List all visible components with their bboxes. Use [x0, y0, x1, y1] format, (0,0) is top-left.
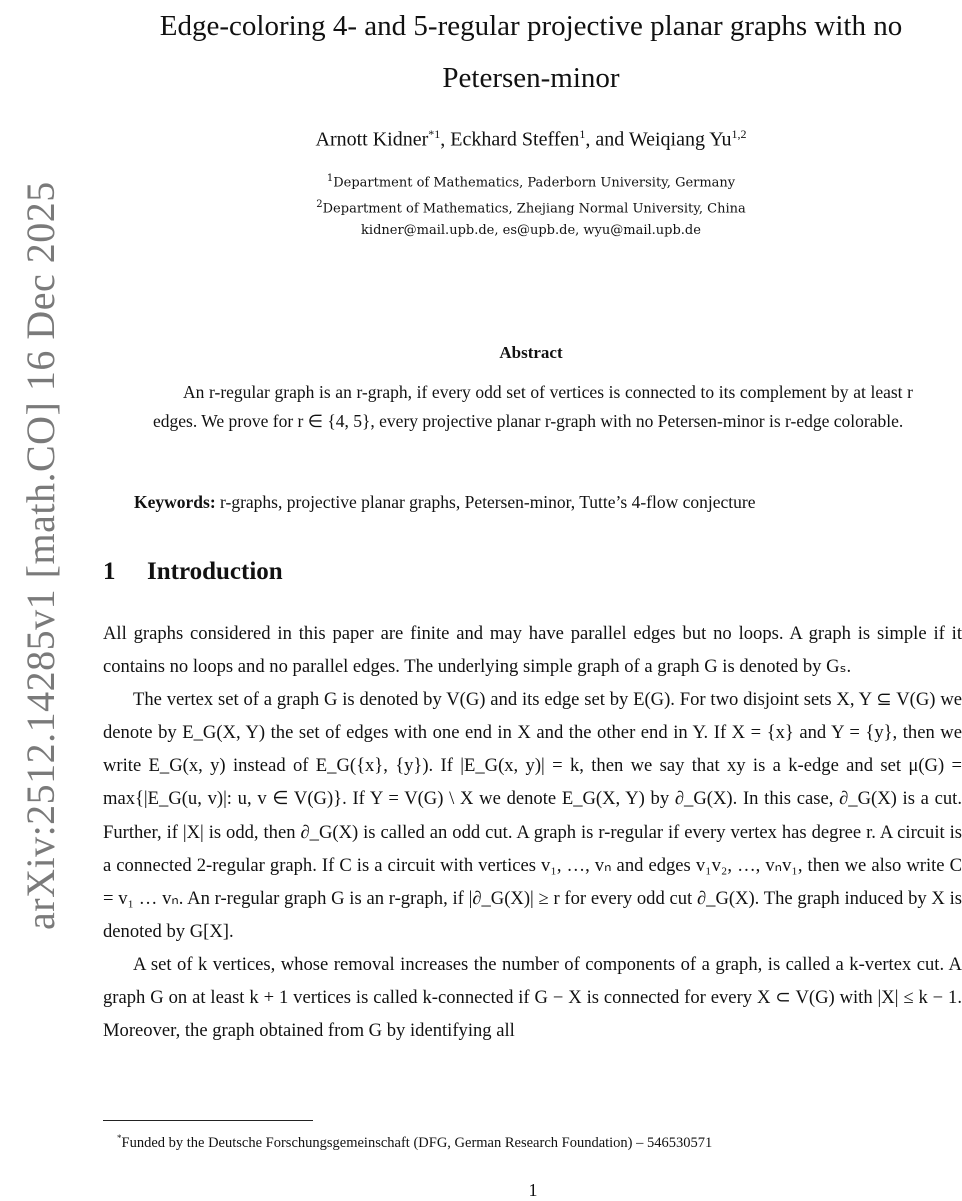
footnote-text: Funded by the Deutsche Forschungsgemeinschaft (DFG, German Research Foundation) – 546530571: [121, 1134, 713, 1151]
paragraph: The vertex set of a graph G is denoted by V(G) and its edge set by E(G). For two disjoint sets X, Y ⊆ V(G) we denote by E_G(X, Y) the set of edges with one end in X and the other end in Y. If X = {x} and Y = {y}, then we write E_G(x, y) instead of E_G({x}, {y}). If |E_G(x, y)| = k, then we say that xy is a k-edge and set μ(G) = max{|E_G(u, v)|: u, v ∈ V(G)}. If Y = V(G) \ X we denote E_G(X, Y) by ∂_G(X). In this case, ∂_G(X) is a cut. Further, if |X| is odd, then ∂_G(X) is called an odd cut. A graph is r-regular if every vertex has degree r. A circuit is a connected 2-regular graph. If C is a circuit with vertices v₁, …, vₙ and edges v₁v₂, …, vₙv₁, then we also write C = v₁ … vₙ. An r-regular graph G is an r-graph, if |∂_G(X)| ≥ r for every odd cut ∂_G(X). The graph induced by X is denoted by G[X].: [103, 689, 962, 942]
paragraph: All graphs considered in this paper are finite and may have parallel edges but no loops. A graph is simple if it contains no loops and no parallel edges. The underlying simple graph of a graph G is denoted by Gₛ.: [103, 623, 962, 678]
affiliation-text: Department of Mathematics, Zhejiang Normal University, China: [322, 201, 746, 217]
author-marks: *1: [428, 127, 441, 141]
keywords-text: r-graphs, projective planar graphs, Petersen-minor, Tutte’s 4-flow conjecture: [220, 492, 756, 512]
section-number: 1: [103, 558, 116, 585]
section-heading: [103, 558, 283, 586]
author-list: [100, 120, 962, 154]
affiliation-mark: 2: [316, 199, 323, 210]
affiliation-text: Department of Mathematics, Paderborn University, Germany: [333, 175, 736, 191]
affiliation: [100, 170, 962, 192]
paper-title: [100, 0, 962, 104]
author-separator: , and: [585, 128, 629, 151]
footnote: [117, 1128, 957, 1153]
title-line-1: Edge-coloring 4- and 5-regular projective planar graphs with no: [159, 10, 903, 42]
author-emails: kidner@mail.upb.de, es@upb.de, wyu@mail.upb.de: [361, 223, 701, 238]
arxiv-identifier-stamp: arXiv:2512.14285v1 [math.CO] 16 Dec 2025: [18, 181, 63, 930]
title-line-2: Petersen-minor: [442, 62, 620, 94]
author-name: Arnott Kidner: [315, 128, 429, 151]
keywords-label: Keywords:: [134, 492, 216, 512]
author-name: Eckhard Steffen: [450, 128, 580, 151]
affiliation-mark: 1: [326, 173, 334, 184]
author-separator: ,: [440, 128, 451, 151]
affiliation: [100, 196, 962, 218]
author-marks: 1: [579, 127, 586, 141]
page-number: 1: [528, 1180, 538, 1200]
abstract-heading: Abstract: [499, 343, 563, 362]
author-name: Weiqiang Yu: [628, 128, 732, 151]
paragraph: A set of k vertices, whose removal increases the number of components of a graph, is called a k-vertex cut. A graph G on at least k + 1 vertices is called k-connected if G − X is connected for every X ⊂ V(G) with |X| ≤ k − 1. Moreover, the graph obtained from G by identifying all: [103, 953, 962, 1042]
abstract-text: An r-regular graph is an r-graph, if every odd set of vertices is connected to its complement by at least r edges. We prove for r ∈ {4, 5}, every projective planar r-graph with no Petersen-minor is r-edge colorable.: [153, 382, 913, 431]
footnote-mark: *: [117, 1133, 122, 1143]
keywords: [134, 488, 954, 516]
section-title: Introduction: [147, 558, 283, 585]
author-marks: 1,2: [731, 127, 747, 141]
footnote-divider: [103, 1120, 313, 1121]
body-text: [103, 617, 962, 1047]
